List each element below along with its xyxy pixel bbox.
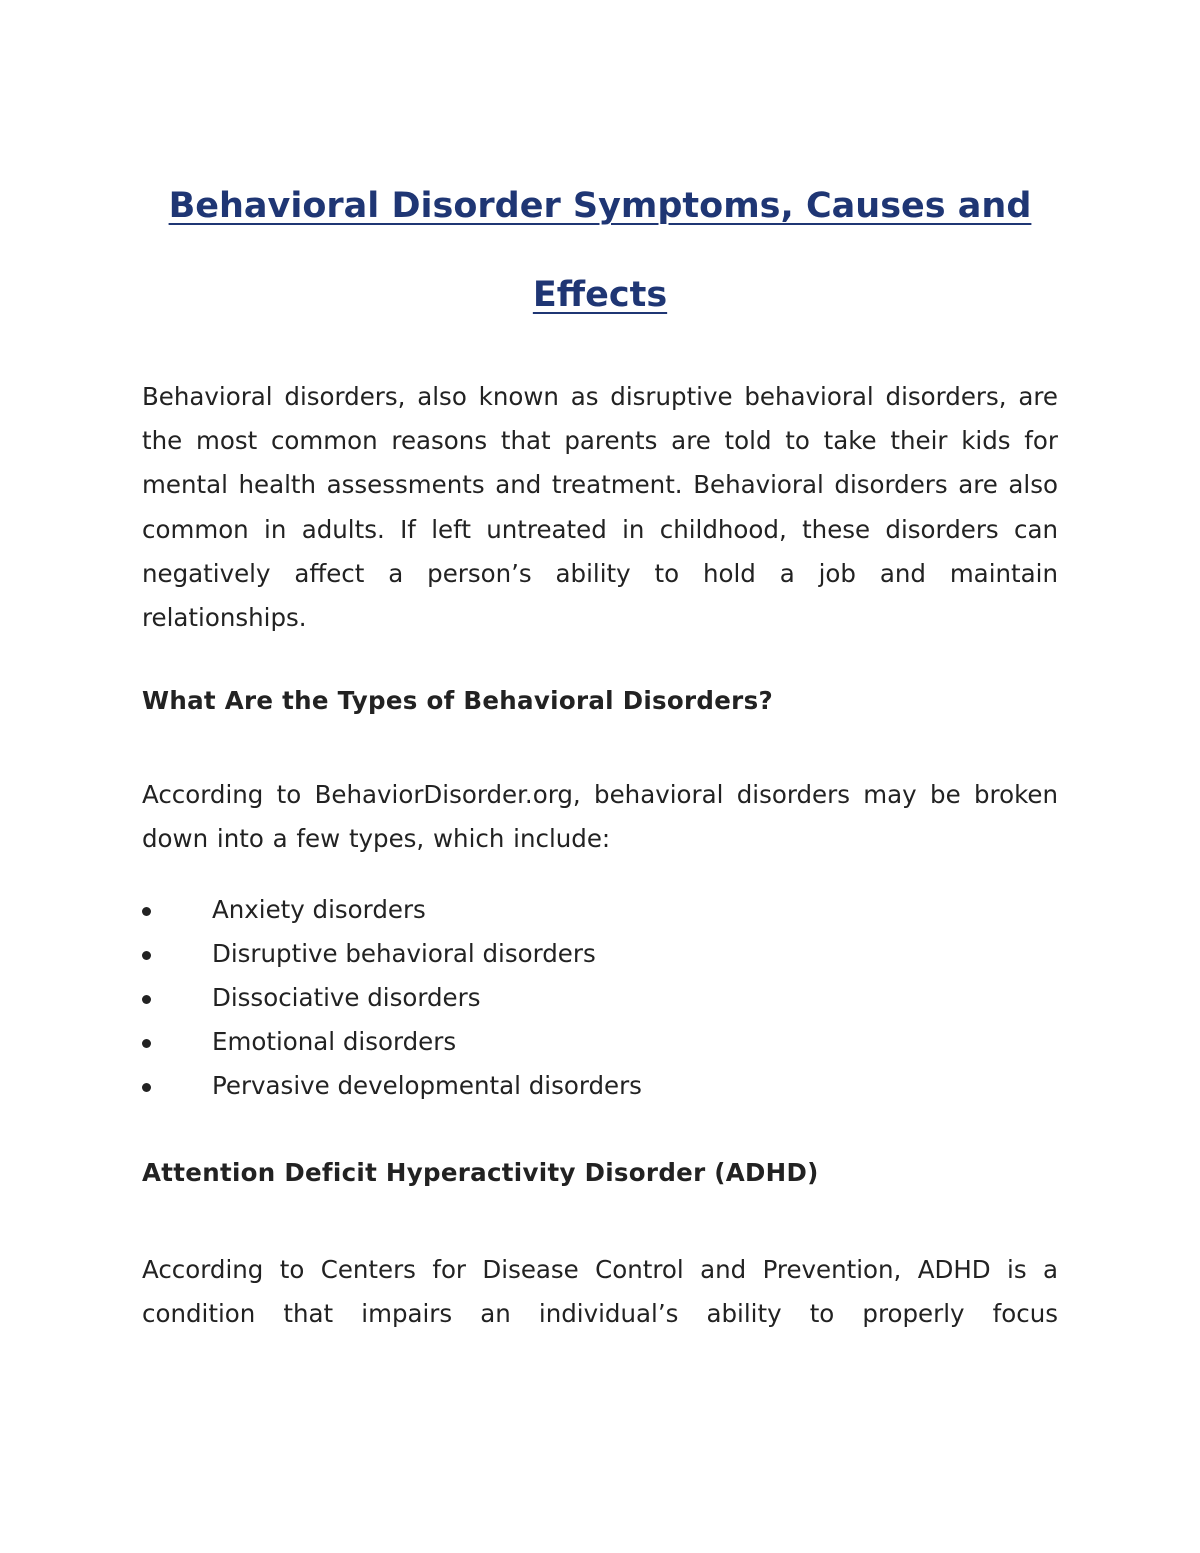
bullet-icon (142, 907, 151, 916)
list-item-text: Dissociative disorders (212, 983, 481, 1012)
adhd-heading: Attention Deficit Hyperactivity Disorder (ADHD) (142, 1158, 819, 1187)
list-item (142, 1064, 1058, 1108)
bullet-icon (142, 1039, 151, 1048)
list-item-text: Emotional disorders (212, 1027, 457, 1056)
document-title-line-2: Effects (532, 275, 668, 315)
list-item-text: Pervasive developmental disorders (212, 1071, 642, 1100)
types-intro-paragraph: According to BehaviorDisorder.org, behavioral disorders may be broken down into a few types, which include: (142, 780, 1058, 854)
list-item-text: Anxiety disorders (212, 895, 426, 924)
bullet-icon (142, 1083, 151, 1092)
list-item-text: Disruptive behavioral disorders (212, 939, 596, 968)
list-item (142, 932, 1058, 976)
intro-paragraph: Behavioral disorders, also known as disruptive behavioral disorders, are the most common reasons that parents are told to take their kids for mental health assessments and treatment. Behavioral disorders are also common in adults. If left untreated in childhood, these disorders can negatively affect a person’s ability to hold a job and maintain relationships. (142, 382, 1058, 633)
list-item (142, 888, 1058, 932)
list-item (142, 976, 1058, 1020)
list-item (142, 1020, 1058, 1064)
document-title-line-1: Behavioral Disorder Symptoms, Causes and (168, 186, 1032, 226)
bullet-icon (142, 951, 151, 960)
adhd-paragraph: According to Centers for Disease Control and Prevention, ADHD is a condition that impairs an individual’s ability to properly focus (142, 1255, 1058, 1329)
types-heading: What Are the Types of Behavioral Disorders? (142, 686, 773, 715)
types-list (142, 888, 1058, 1108)
bullet-icon (142, 995, 151, 1004)
